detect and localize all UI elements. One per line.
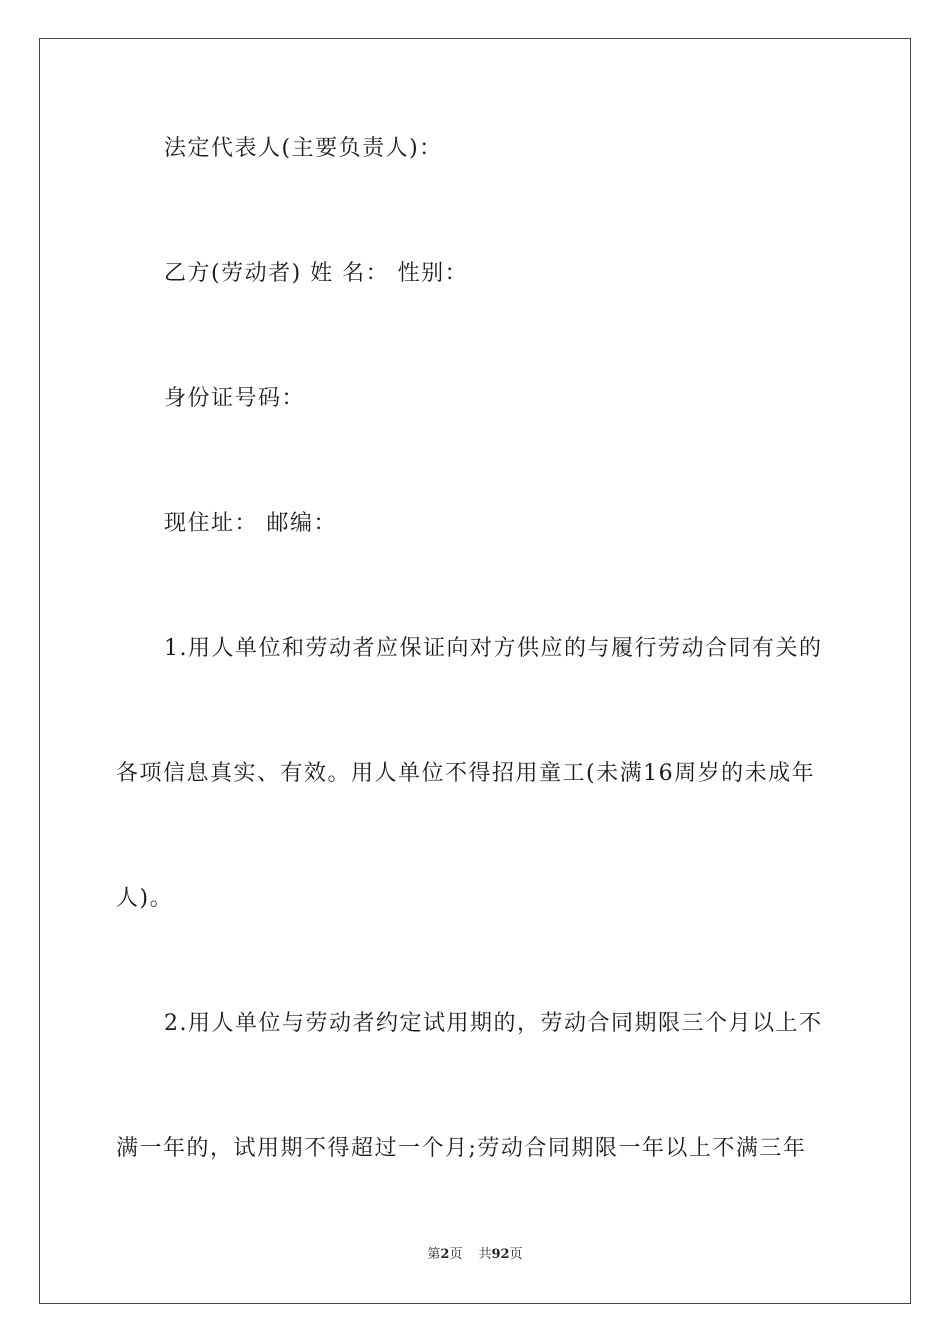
address-line: 现住址： 邮编： <box>164 511 337 536</box>
page-footer <box>0 1246 950 1264</box>
clause-1-line-1: 1.用人单位和劳动者应保证向对方供应的与履行劳动合同有关的 <box>164 636 823 661</box>
footer-page-prefix: 第 <box>427 1247 441 1262</box>
footer-total-suffix: 页 <box>509 1247 523 1262</box>
footer-total-pages: 92 <box>491 1247 510 1262</box>
footer-total-prefix: 共 <box>478 1247 492 1262</box>
clause-2-line-1: 2.用人单位与劳动者约定试用期的，劳动合同期限三个月以上不 <box>164 1011 823 1036</box>
clause-1-line-3: 人)。 <box>116 886 174 911</box>
clause-1-line-2: 各项信息真实、有效。用人单位不得招用童工(未满16周岁的未成年 <box>116 761 816 786</box>
clause-2-line-2: 满一年的，试用期不得超过一个月;劳动合同期限一年以上不满三年 <box>116 1136 807 1161</box>
legal-representative-line: 法定代表人(主要负责人)： <box>164 136 443 161</box>
footer-page-suffix: 页 <box>449 1247 463 1262</box>
page-frame <box>39 38 911 1304</box>
id-number-line: 身份证号码： <box>164 386 306 411</box>
party-b-line: 乙方(劳动者) 姓 名： 性别： <box>164 261 469 286</box>
footer-page-number: 2 <box>440 1247 450 1262</box>
